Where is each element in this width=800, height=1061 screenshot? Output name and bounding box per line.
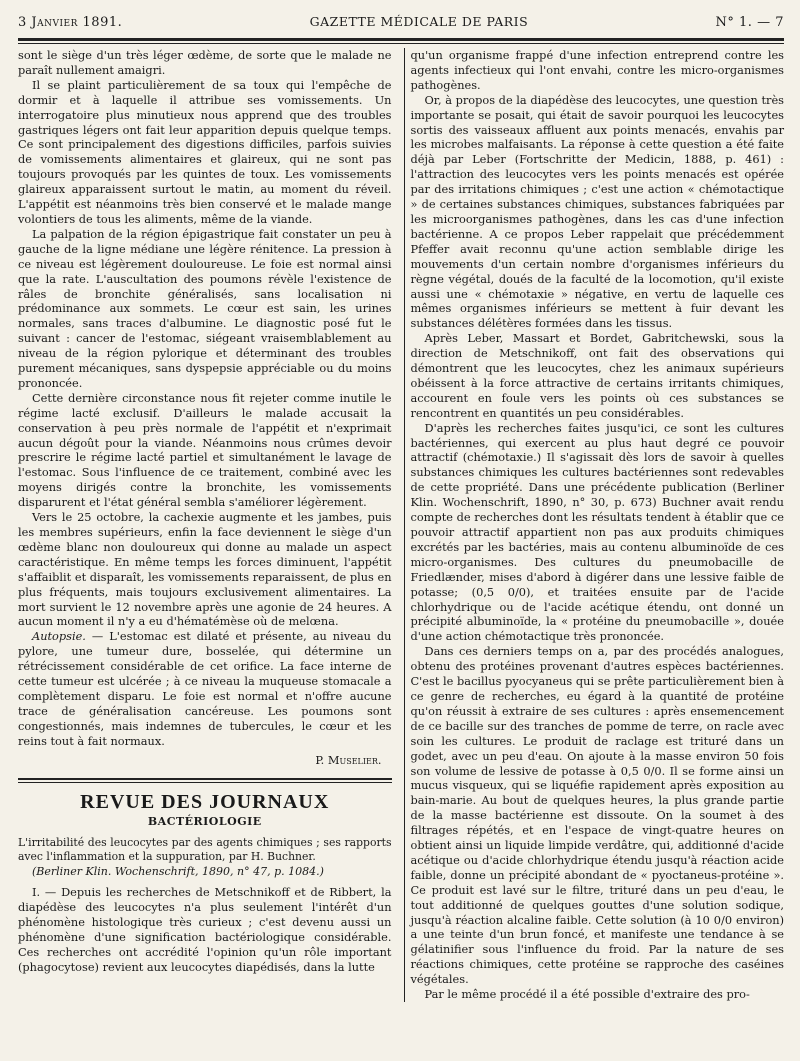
- citation-text: (Berliner Klin. Wochenschrift, 1890, n° 47, p. 1084.): [32, 865, 324, 879]
- subsection-title: BACTÉRIOLOGIE: [147, 815, 262, 829]
- newspaper-page: [18, 14, 784, 1002]
- author-signature: P. Muselier.: [315, 752, 382, 767]
- article-citation: [18, 865, 392, 879]
- autopsy-label: Autopsie.: [32, 629, 86, 644]
- paragraph: D'après les recherches faites jusqu'ici, ce sont les cultures bactériennes, qui exercent au plus haut degré ce pouvoir attractif (chémotaxie.) Il s'agissait dès lors de savoir à quelles substances chimiques les cultures bactériennes sont redevables de cette propriété. Dans une précédente publication (Berliner Klin. Wochenschrift, 1890, n° 30, p. 673) Buchner avait rendu compte de recherches dont les résultats tendent à établir que ce pouvoir attractif appartient non pas aux produits chimiques excrétés par les bactéries, mais au contenu albuminoïde de ces micro-organismes. Des cultures du pneumobacille de Friedlænder, mises d'abord à digérer dans une lessive faible de potasse; (0,5 0/0), et traitées ensuite par de l'acide chlorhydrique ou de l'acide acétique étendu, ont donné un précipité albuminoïde, la « protéine du pneumobacille », douée d'une action chémotactique très prononcée.: [410, 420, 784, 644]
- paragraph: sont le siège d'un très léger œdème, de sorte que le malade ne paraît nullement amaigri.: [18, 48, 392, 77]
- autopsy-paragraph: [18, 629, 392, 748]
- paragraph: Dans ces derniers temps on a, par des procédés analogues, obtenu des protéines provenant d'autres espèces bactériennes. C'est le bacillus pyocyaneus qui se prête particulièrement bien à ce genre de recherches, eu égard à la quantité de protéine qu'on réussit à extraire de ses cultures : après ensemencement de ce bacille sur des tranches de pomme de terre, on racle avec soin les cultures. Le produit de raclage est trituré dans un godet, avec un peu d'eau. On ajoute à la masse environ 50 fois son volume de lessive de potasse à 0,5 0/0. Il se forme ainsi un mucus visqueux, qui se liquéfie rapidement après exposition au bain-marie. Au bout de quelques heures, la plus grande partie de la masse bactérienne est dissoute. On la soumet à des filtrages répétés, et en l'espace de vingt-quatre heures on obtient ainsi un liquide limpide verdâtre, qui, additionné d'acide acétique ou d'acide chlorhydrique étendu jusqu'à réaction acide faible, donne un précipité abondant de « pyoctaneus-protéine ». Ce produit est lavé sur le filtre, trituré dans un peu d'eau, le tout additionné de quelques gouttes d'une solution sodique, jusqu'à réaction alcaline faible. Cette solution (à 10 0/0 environ) a une teinte d'un brun foncé, et manifeste une tendance à se gélatinifier sous l'influence du froid. Par la nature de ses réactions chimiques, cette protéine se rapproche des caséines végétales.: [410, 644, 784, 987]
- paragraph: qu'un organisme frappé d'une infection entreprend contre les agents infectieux qui l'ont envahi, contre les micro-organismes pathogènes.: [410, 48, 784, 92]
- paragraph: Après Leber, Massart et Bordet, Gabritchewski, sous la direction de Metschnikoff, ont fait des observations qui démontrent que les leucocytes, chez les animaux supérieurs obéissent à la force attractive de certains irritants chimiques, accourent en foule vers les points où ces substances se rencontrent en quantités un peu considérables.: [410, 331, 784, 420]
- section-rule: [18, 778, 392, 780]
- article-body: I. — Depuis les recherches de Metschnikoff et de Ribbert, la diapédèse des leucocytes n'a plus seulement l'intérêt d'un phénomène histologique très curieux ; c'est devenu aussi un phénomène d'une signification bactériologique considérable. Ces recherches ont accrédité l'opinion qu'un rôle important (phagocytose) revient aux leucocytes diapédisés, dans la lutte: [18, 885, 392, 974]
- paragraph: Par le même procédé il a été possible d'extraire des pro-: [424, 987, 750, 1002]
- paragraph: La palpation de la région épigastrique fait constater un peu à gauche de la ligne médiane une légère rénitence. La pression à ce niveau est légèrement douloureuse. Le foie est normal ainsi que la rate. L'auscultation des poumons révèle l'existence de râles de bronchite généralisés, sans localisation ni prédominance aux sommets. Le cœur est sain, les urines normales, sans traces d'albumine. Le diagnostic posé fut le suivant : cancer de l'estomac, siégeant vraisemblablement au niveau de la région pylorique et déterminant des troubles purement mécaniques, sans dyspepsie appréciable ou du moins prononcée.: [18, 226, 392, 390]
- left-column: [18, 48, 398, 1002]
- issue-date: 3 Janvier 1891.: [18, 15, 123, 30]
- paragraph: Cette dernière circonstance nous fit rejeter comme inutile le régime lacté exclusif. D'ailleurs le malade accusait la conservation à peu près normale de l'appétit et n'exprimait aucun dégoût pour la viande. Néanmoins nous crûmes devoir prescrire le régime lacté partiel et simultanément le lavage de l'estomac. Sous l'influence de ce traitement, combiné avec les moyens dirigés contre la bronchite, les vomissements disparurent et l'état général sembla s'améliorer légèrement.: [18, 390, 392, 510]
- right-column: [411, 48, 785, 1002]
- journal-title: GAZETTE MÉDICALE DE PARIS: [309, 14, 529, 29]
- paragraph: Vers le 25 octobre, la cachexie augmente et les jambes, puis les membres supérieurs, enfin la face deviennent le siège d'un œdème blanc non douloureux qui donne au malade un aspect caractéristique. En même temps les forces diminuent, l'appétit s'affaiblit et disparaît, les vomissements reparaissent, de plus en plus fréquents, mais toujours exclusivement alimentaires. La mort survient le 12 novembre après une agonie de 24 heures. A aucun moment il n'y a eu d'hématémèse où de melœna.: [18, 510, 392, 629]
- running-head: [18, 14, 784, 30]
- header-rule: [18, 38, 784, 41]
- two-column-body: [18, 48, 784, 1002]
- article-title: L'irritabilité des leucocytes par des agents chimiques ; ses rapports avec l'inflammation et la suppuration, par H. Buchner.: [18, 836, 392, 864]
- header-rule-thin: [18, 43, 784, 44]
- section-title: REVUE DES JOURNAUX: [80, 790, 330, 813]
- section-rule-thin: [18, 782, 392, 783]
- column-divider: [404, 48, 405, 1002]
- paragraph: Or, à propos de la diapédèse des leucocytes, une question très importante se posait, qui était de savoir pourquoi les leucocytes sortis des vaisseaux affluent aux points menacés, envahis par les microbes malfaisants. La réponse à cette question a été faite déjà par Leber (Fortschritte der Medicin, 1888, p. 461) : l'attraction des leucocytes vers les points menacés est opérée par des irritations chimiques ; c'est une action « chémotactique » de certaines substances chimiques, substances fabriquées par les microorganismes pathogènes, dans les cas d'une infection bactérienne. A ce propos Leber rappelait que précédemment Pfeffer avait reconnu qu'une action semblable dirige les mouvements d'un certain nombre d'organismes inférieurs du règne végétal, doués de la faculté de la locomotion, qu'il existe aussi une « chémotaxie » négative, en vertu de laquelle ces mêmes organismes inférieurs se mettent à fuir devant les substances délétères formées dans les tissus.: [410, 92, 784, 331]
- paragraph: Il se plaint particulièrement de sa toux qui l'empêche de dormir et à laquelle il attribue ses vomissements. Un interrogatoire plus minutieux nous apprend que des troubles gastriques légers ont fait leur apparition depuis quelque temps. Ce sont principalement des digestions difficiles, parfois suivies de vomissements alimentaires et glaireux, qui ne sont pas toujours provoqués par les quintes de toux. Les vomissements glaireux apparaissent surtout le matin, au moment du réveil. L'appétit est néanmoins très bien conservé et le malade mange volontiers de tous les aliments, même de la viande.: [18, 77, 392, 226]
- page-number: N° 1. — 7: [715, 15, 784, 30]
- autopsy-text: — L'estomac est dilaté et présente, au niveau du pylore, une tumeur dure, bosselée, qui détermine un rétrécissement considérable de cet orifice. La face interne de cette tumeur est ulcérée ; à ce niveau la muqueuse stomacale a complètement disparu. Le foie est normal et n'offre aucune trace de généralisation cancéreuse. Les poumons sont congestionnés, mais indemnes de tubercules, le cœur et les reins tout à fait normaux.: [18, 629, 392, 748]
